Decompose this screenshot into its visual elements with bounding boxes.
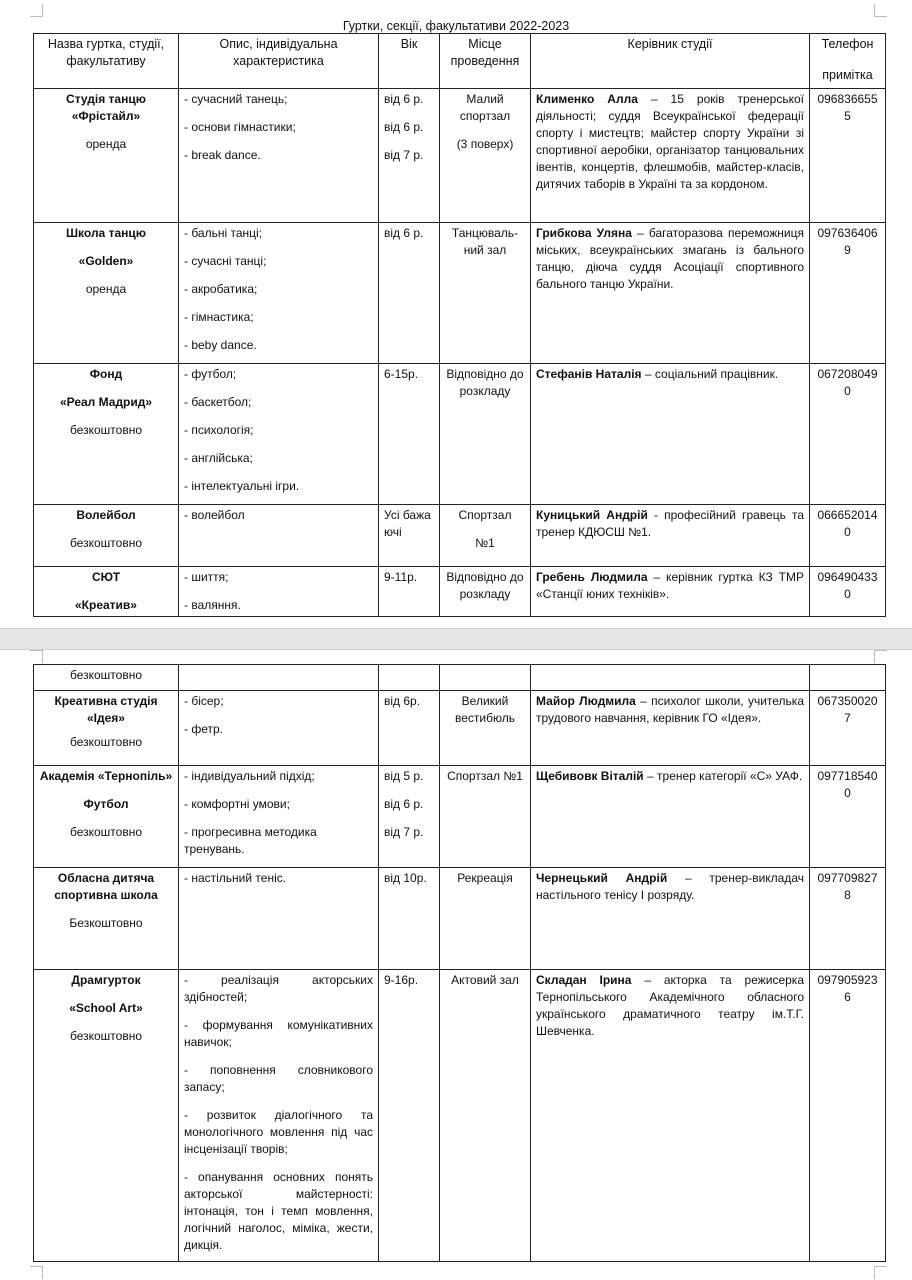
club-name-cell <box>34 364 179 505</box>
leader-cell <box>531 223 810 364</box>
leader-name: Чернецький Андрій <box>536 871 668 885</box>
leader-name: Клименко Алла <box>536 92 638 106</box>
description-cell <box>179 970 379 1262</box>
age-cell <box>379 691 440 766</box>
header-phone <box>810 34 886 89</box>
age-value: від 6 р. <box>384 797 424 811</box>
place-value: Відповідно до розкладу <box>446 367 524 398</box>
age-cell <box>379 89 440 223</box>
club-sport: Футбол <box>83 797 129 811</box>
leader-cell <box>531 364 810 505</box>
club-name-cell <box>34 868 179 970</box>
document-title: Гуртки, секції, факультативи 2022-2023 <box>342 19 570 33</box>
description-cell <box>179 766 379 868</box>
description-item: - настільний теніс. <box>184 871 287 885</box>
leader-description: – тренер-викладач настільного тенісу I розряду. <box>536 871 804 902</box>
description-item: - футбол; <box>184 367 237 381</box>
leader-name: Грибкова Уляна <box>536 226 632 240</box>
description-item: - сучасний танець; <box>184 92 288 106</box>
club-name: Драмгурток <box>71 973 141 987</box>
description-cell <box>179 505 379 567</box>
club-cost: безкоштовно <box>69 825 143 839</box>
place-cell <box>440 970 531 1262</box>
place-value: №1 <box>475 536 495 550</box>
header-name: Назва гуртка, студії, факультативу <box>34 34 179 89</box>
club-name: «Golden» <box>78 254 134 268</box>
table-row <box>34 868 886 970</box>
description-item: - англійська; <box>184 451 253 465</box>
age-cell <box>379 505 440 567</box>
page-corner-mark <box>30 1266 43 1279</box>
header-place: Місце проведення <box>440 34 531 89</box>
club-name: «Фрістайл» <box>71 109 141 123</box>
header-age: Вік <box>379 34 440 89</box>
table-row <box>34 970 886 1262</box>
place-cell <box>440 868 531 970</box>
place-value: Спортзал №1 <box>447 769 523 783</box>
age-cell <box>379 766 440 868</box>
leader-cell <box>531 505 810 567</box>
empty-cell <box>179 665 379 691</box>
phone-cell: 0672080490 <box>810 364 886 505</box>
club-cost: безкоштовно <box>34 665 179 691</box>
phone-cell: 0976364069 <box>810 223 886 364</box>
club-name: «Реал Мадрид» <box>59 395 153 409</box>
age-value: від 5 р. <box>384 769 424 783</box>
club-name: Волейбол <box>76 508 136 522</box>
description-item: - бальні танці; <box>184 226 263 240</box>
club-name: СЮТ <box>91 570 121 584</box>
age-cell <box>379 364 440 505</box>
age-value: 9-11р. <box>384 570 418 584</box>
description-item: - комфортні умови; <box>184 797 290 811</box>
club-name: «School Art» <box>69 1001 143 1015</box>
place-cell <box>440 691 531 766</box>
description-cell <box>179 868 379 970</box>
description-item: - сучасні танці; <box>184 254 267 268</box>
leader-cell <box>531 766 810 868</box>
club-name: Обласна дитяча спортивна школа <box>54 871 158 902</box>
description-cell <box>179 567 379 617</box>
leader-description: – соціальний працівник. <box>641 367 779 381</box>
description-cell <box>179 691 379 766</box>
club-cost: безкоштовно <box>69 1029 143 1043</box>
clubs-table-continued <box>33 664 886 1262</box>
leader-cell <box>531 970 810 1262</box>
leader-description: – 15 років тренерської діяльності; суддя Всеукраїнської федерації спорту і мистецтв; майстер спорту України зі спортивної аеробіки, організатор танцювальних івентів, концертів, флешмобів, майстер-класів, дитячих таборів в Україні та за кордоном. <box>536 92 804 191</box>
club-name: Школа танцю <box>66 226 146 240</box>
age-value: від 6р. <box>384 694 421 708</box>
description-item: - інтелектуальні ігри. <box>184 479 300 493</box>
age-cell <box>379 223 440 364</box>
place-cell <box>440 766 531 868</box>
page-corner-mark <box>874 650 887 663</box>
table-row <box>34 766 886 868</box>
age-value: від 7 р. <box>384 825 424 839</box>
phone-cell: 0964904330 <box>810 567 886 617</box>
club-name-cell <box>34 970 179 1262</box>
club-name: Академія «Тернопіль» <box>39 769 173 783</box>
page-corner-mark <box>874 4 887 17</box>
club-cost: безкоштовно <box>69 536 143 550</box>
description-item: - шиття; <box>184 570 229 584</box>
description-item: - фетр. <box>184 722 223 736</box>
club-name-cell <box>34 223 179 364</box>
place-cell <box>440 567 531 617</box>
phone-cell: 0666520140 <box>810 505 886 567</box>
club-name: Креативна студія «Ідея» <box>54 694 158 725</box>
table-row <box>34 364 886 505</box>
club-name-cell <box>34 691 179 766</box>
club-cost: оренда <box>85 282 127 296</box>
age-value: від 6 р. <box>384 92 424 106</box>
leader-name: Щебивовк Віталій <box>536 769 644 783</box>
place-cell <box>440 223 531 364</box>
header-leader: Керівник студії <box>531 34 810 89</box>
description-item: - розвиток діалогічного та монологічного мовлення під час інсценізації творів; <box>184 1108 373 1156</box>
page-corner-mark <box>30 650 43 663</box>
leader-name: Майор Людмила <box>536 694 636 708</box>
age-value: від 10р. <box>384 871 427 885</box>
place-value: Великий вестибюль <box>455 694 515 725</box>
age-value: від 6 р. <box>384 120 424 134</box>
leader-cell <box>531 691 810 766</box>
description-item: - бісер; <box>184 694 224 708</box>
place-cell <box>440 89 531 223</box>
place-value: Спортзал <box>458 508 512 522</box>
club-cost: безкоштовно <box>69 735 143 749</box>
description-item: - індивідуальний підхід; <box>184 769 315 783</box>
club-cost: Безкоштовно <box>69 916 143 930</box>
description-item: - поповнення словникового запасу; <box>184 1063 373 1094</box>
empty-cell <box>531 665 810 691</box>
age-value: від 6 р. <box>384 226 424 240</box>
age-value: від 7 р. <box>384 148 424 162</box>
place-cell <box>440 364 531 505</box>
leader-name: Куницький Андрій <box>536 508 648 522</box>
club-name-cell <box>34 766 179 868</box>
club-name: «Креатив» <box>75 598 137 612</box>
leader-name: Складан Ірина <box>536 973 632 987</box>
description-item: - валяння. <box>184 598 241 612</box>
club-name-cell <box>34 89 179 223</box>
description-item: - beby dance. <box>184 338 257 352</box>
empty-cell <box>440 665 531 691</box>
leader-cell <box>531 567 810 617</box>
description-item: - гімнастика; <box>184 310 254 324</box>
leader-cell <box>531 868 810 970</box>
page-corner-mark <box>30 4 43 17</box>
table-row <box>34 567 886 617</box>
description-item: - психологія; <box>184 423 254 437</box>
header-description: Опис, індивідуальна характеристика <box>179 34 379 89</box>
phone-cell: 0979059236 <box>810 970 886 1262</box>
table-row <box>34 223 886 364</box>
leader-name: Гребень Людмила <box>536 570 648 584</box>
description-item: - опанування основних понять акторської майстерності: інтонація, тон і темп мовлення, логічний наголос, міміка, жести, дикція. <box>184 1170 373 1252</box>
place-value: Малий спортзал <box>459 92 511 123</box>
place-value: (3 поверх) <box>456 137 514 151</box>
description-item: - break dance. <box>184 148 261 162</box>
club-name: Студія танцю <box>66 92 146 106</box>
club-name: Фонд <box>89 367 123 381</box>
description-item: - реалізація акторських здібностей; <box>184 973 373 1004</box>
phone-cell: 0673500207 <box>810 691 886 766</box>
header-phone-label: Телефон <box>821 37 874 51</box>
leader-description: – керівник гуртка КЗ ТМР «Станції юних техніків». <box>536 570 804 601</box>
leader-description: – акторка та режисерка Тернопільського Академічного обласного українського драматичного театру ім.Т.Г. Шевченка. <box>536 973 804 1038</box>
place-value: Відповідно до розкладу <box>446 570 524 601</box>
table-row <box>34 691 886 766</box>
age-cell <box>379 567 440 617</box>
phone-cell: 0977098278 <box>810 868 886 970</box>
leader-description: – психолог школи, учителька трудового навчання, керівник ГО «Ідея». <box>536 694 804 725</box>
description-item: - формування комунікативних навичок; <box>184 1018 373 1049</box>
description-cell <box>179 223 379 364</box>
table-header-row <box>34 34 886 89</box>
age-cell <box>379 868 440 970</box>
place-value: Танцюваль-ний зал <box>451 226 519 257</box>
place-value: Актовий зал <box>451 973 519 987</box>
document-page-1 <box>0 0 912 628</box>
description-cell <box>179 89 379 223</box>
table-row <box>34 665 886 691</box>
club-cost: оренда <box>85 137 127 151</box>
club-cost: безкоштовно <box>69 423 143 437</box>
leader-cell <box>531 89 810 223</box>
table-row <box>34 505 886 567</box>
age-value: 9-16р. <box>384 973 419 987</box>
document-page-2 <box>0 650 912 1280</box>
leader-description: – тренер категорії «С» УАФ. <box>643 769 803 783</box>
description-item: - баскетбол; <box>184 395 252 409</box>
phone-cell: 0968366555 <box>810 89 886 223</box>
page-separator <box>0 628 912 650</box>
phone-cell: 0977185400 <box>810 766 886 868</box>
club-name-cell <box>34 505 179 567</box>
leader-name: Стефанів Наталія <box>536 367 642 381</box>
leader-description: - професійний гравець та тренер КДЮСШ №1. <box>536 508 804 539</box>
age-value: Усі бажаючі <box>384 508 431 539</box>
page-corner-mark <box>874 1266 887 1279</box>
age-cell <box>379 970 440 1262</box>
club-name-cell <box>34 567 179 617</box>
empty-cell <box>810 665 886 691</box>
description-item: - основи гімнастики; <box>184 120 296 134</box>
header-note-label: примітка <box>822 68 873 82</box>
clubs-table <box>33 33 886 617</box>
description-item: - прогресивна методика тренувань. <box>184 825 317 856</box>
leader-description: – багаторазова переможниця міських, всеукраїнських змагань із бального танцю, діюча суддя Асоціації спортивного бального танцю України. <box>536 226 804 291</box>
table-row <box>34 89 886 223</box>
age-value: 6-15р. <box>384 367 419 381</box>
description-item: - волейбол <box>184 508 245 522</box>
empty-cell <box>379 665 440 691</box>
place-cell <box>440 505 531 567</box>
description-item: - акробатика; <box>184 282 258 296</box>
place-value: Рекреація <box>457 871 513 885</box>
description-cell <box>179 364 379 505</box>
